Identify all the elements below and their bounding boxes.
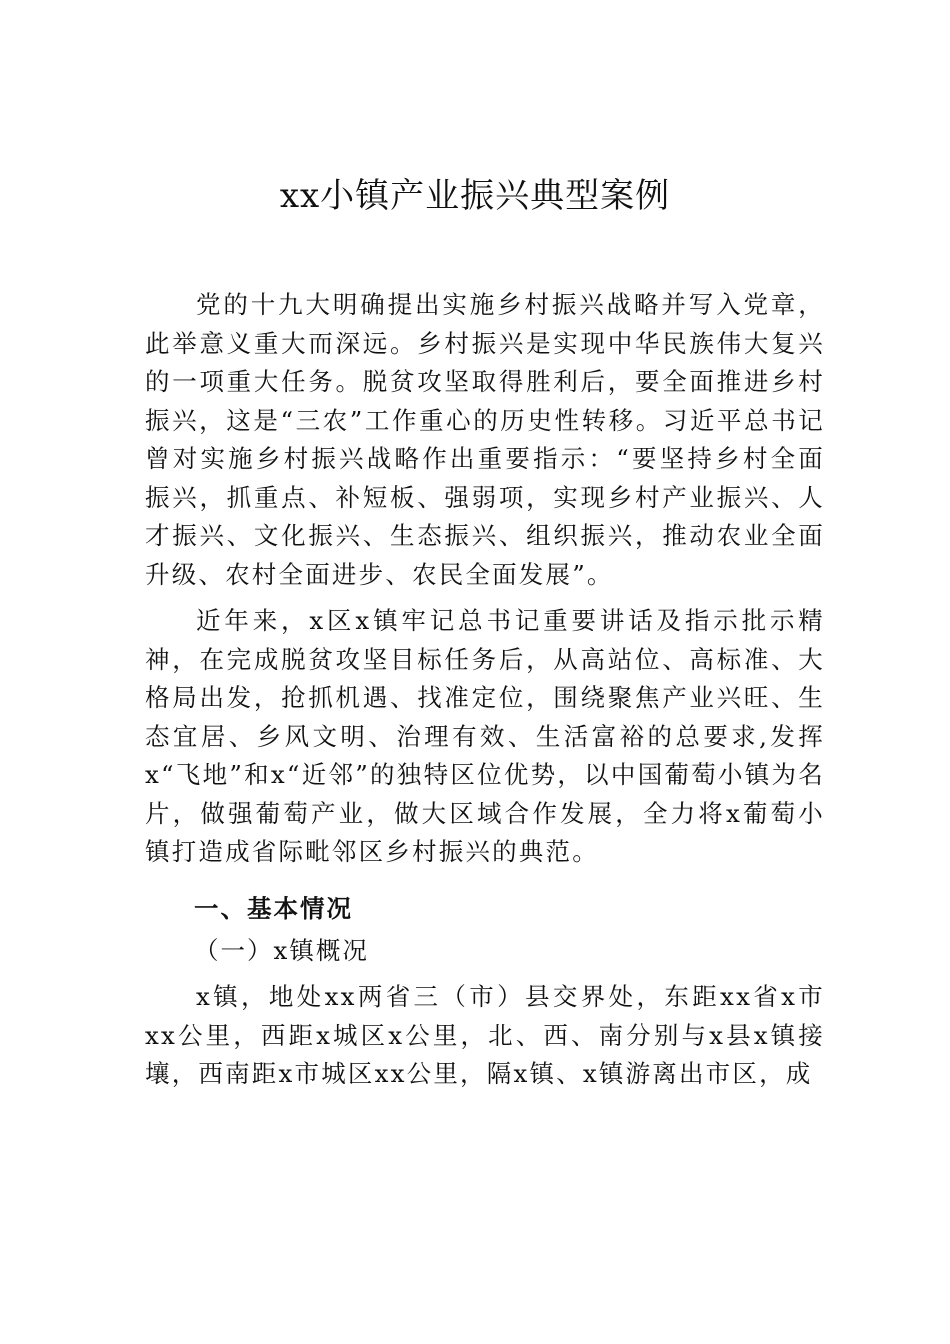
body-paragraph-2: 近年来，x区x镇牢记总书记重要讲话及指示批示精神，在完成脱贫攻坚目标任务后，从高站位、高标准、大格局出发，抢抓机遇、找准定位，围绕聚焦产业兴旺、生态宜居、乡风文明、治理有效、生活富裕的总要求,发挥x“飞地”和x“近邻”的独特区位优势，以中国葡萄小镇为名片，做强葡萄产业，做大区域合作发展，全力将x葡萄小镇打造成省际毗邻区乡村振兴的典范。 (145, 606, 825, 866)
section-heading: 一、基本情况 (194, 894, 353, 923)
document-title: xx小镇产业振兴典型案例 (279, 176, 671, 216)
subsection-paragraph: x镇，地处xx两省三（市）县交界处，东距xx省x市xx公里，西距x城区x公里，北、西、南分别与x县x镇接壤，西南距x市城区xx公里，隔x镇、x镇游离出市区，成 (145, 982, 825, 1088)
body-paragraph-1: 党的十九大明确提出实施乡村振兴战略并写入党章，此举意义重大而深远。乡村振兴是实现中华民族伟大复兴的一项重大任务。脱贫攻坚取得胜利后，要全面推进乡村振兴，这是“三农”工作重心的历史性转移。习近平总书记曾对实施乡村振兴战略作出重要指示：“要坚持乡村全面振兴，抓重点、补短板、强弱项，实现乡村产业振兴、人才振兴、文化振兴、生态振兴、组织振兴，推动农业全面升级、农村全面进步、农民全面发展”。 (145, 290, 825, 589)
subsection-heading: （一）x镇概况 (194, 936, 369, 965)
